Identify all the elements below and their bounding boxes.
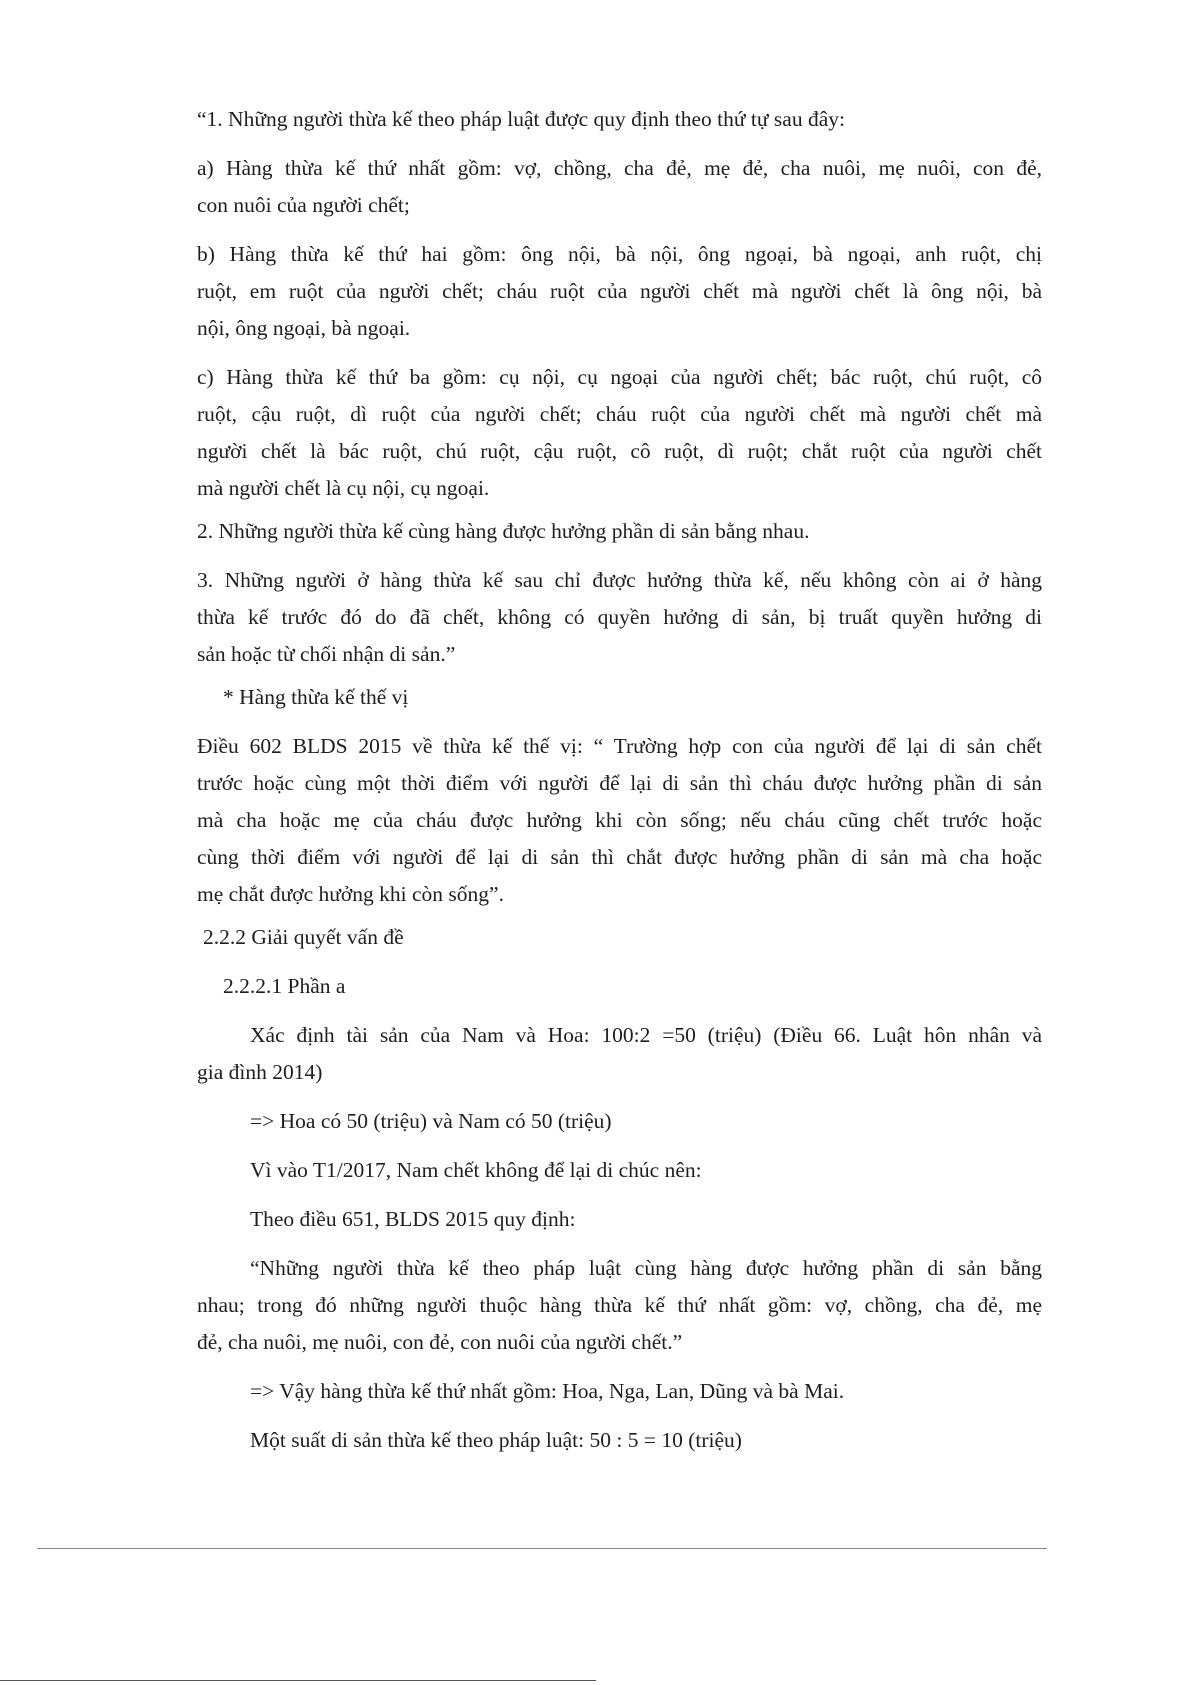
text-line: a) Hàng thừa kế thứ nhất gồm: vợ, chồng, cha đẻ, mẹ đẻ, cha nuôi, mẹ nuôi, con đẻ, [197, 156, 1042, 180]
footer-divider [37, 1548, 1047, 1549]
text-line: cùng thời điểm với người để lại di sản thì chắt được hưởng phần di sản mà cha hoặc [197, 845, 1042, 869]
text-line: nội, ông ngoại, bà ngoại. [197, 316, 411, 340]
text-line: đẻ, cha nuôi, mẹ nuôi, con đẻ, con nuôi của người chết.” [197, 1330, 683, 1354]
text-line: Điều 602 BLDS 2015 về thừa kế thế vị: “ Trường hợp con của người để lại di sản chết [197, 734, 1042, 758]
section-heading: 2.2.2 Giải quyết vấn đề [203, 925, 404, 949]
bottom-divider [0, 1680, 596, 1681]
section-heading: 2.2.2.1 Phần a [223, 974, 346, 998]
text-line: gia đình 2014) [197, 1060, 323, 1084]
text-line: người chết là bác ruột, chú ruột, cậu ruột, cô ruột, dì ruột; chắt ruột của người chết [197, 439, 1042, 463]
text-line: Vì vào T1/2017, Nam chết không để lại di chúc nên: [250, 1158, 702, 1182]
text-line: b) Hàng thừa kế thứ hai gồm: ông nội, bà nội, ông ngoại, bà ngoại, anh ruột, chị [197, 242, 1042, 266]
text-line: trước hoặc cùng một thời điểm với người để lại di sản thì cháu được hưởng phần di sản [197, 771, 1042, 795]
text-line: mẹ chắt được hưởng khi còn sống”. [197, 882, 504, 906]
text-line: Theo điều 651, BLDS 2015 quy định: [250, 1207, 576, 1231]
text-line: => Vậy hàng thừa kế thứ nhất gồm: Hoa, Nga, Lan, Dũng và bà Mai. [250, 1379, 845, 1403]
text-line: sản hoặc từ chối nhận di sản.” [197, 642, 456, 666]
text-line: 3. Những người ở hàng thừa kế sau chỉ được hưởng thừa kế, nếu không còn ai ở hàng [197, 568, 1042, 592]
text-line: mà cha hoặc mẹ của cháu được hưởng khi còn sống; nếu cháu cũng chết trước hoặc [197, 808, 1042, 832]
text-line: ruột, em ruột của người chết; cháu ruột của người chết mà người chết là ông nội, bà [197, 279, 1042, 303]
text-line: Một suất di sản thừa kế theo pháp luật: 50 : 5 = 10 (triệu) [250, 1428, 742, 1452]
text-line: => Hoa có 50 (triệu) và Nam có 50 (triệu) [250, 1109, 612, 1133]
text-line: thừa kế trước đó do đã chết, không có quyền hưởng di sản, bị truất quyền hưởng di [197, 605, 1042, 629]
text-line: mà người chết là cụ nội, cụ ngoại. [197, 476, 490, 500]
text-line: “Những người thừa kế theo pháp luật cùng hàng được hưởng phần di sản bằng [250, 1256, 1042, 1280]
text-line: nhau; trong đó những người thuộc hàng thừa kế thứ nhất gồm: vợ, chồng, cha đẻ, mẹ [197, 1293, 1042, 1317]
text-line: “1. Những người thừa kế theo pháp luật được quy định theo thứ tự sau đây: [197, 107, 845, 131]
text-line: ruột, cậu ruột, dì ruột của người chết; cháu ruột của người chết mà người chết mà [197, 402, 1042, 426]
text-line: con nuôi của người chết; [197, 193, 410, 217]
text-line: c) Hàng thừa kế thứ ba gồm: cụ nội, cụ ngoại của người chết; bác ruột, chú ruột, cô [197, 365, 1042, 389]
text-line: Xác định tài sản của Nam và Hoa: 100:2 =50 (triệu) (Điều 66. Luật hôn nhân và [250, 1023, 1042, 1047]
text-line: 2. Những người thừa kế cùng hàng được hưởng phần di sản bằng nhau. [197, 519, 810, 543]
section-heading: * Hàng thừa kế thế vị [223, 685, 409, 709]
